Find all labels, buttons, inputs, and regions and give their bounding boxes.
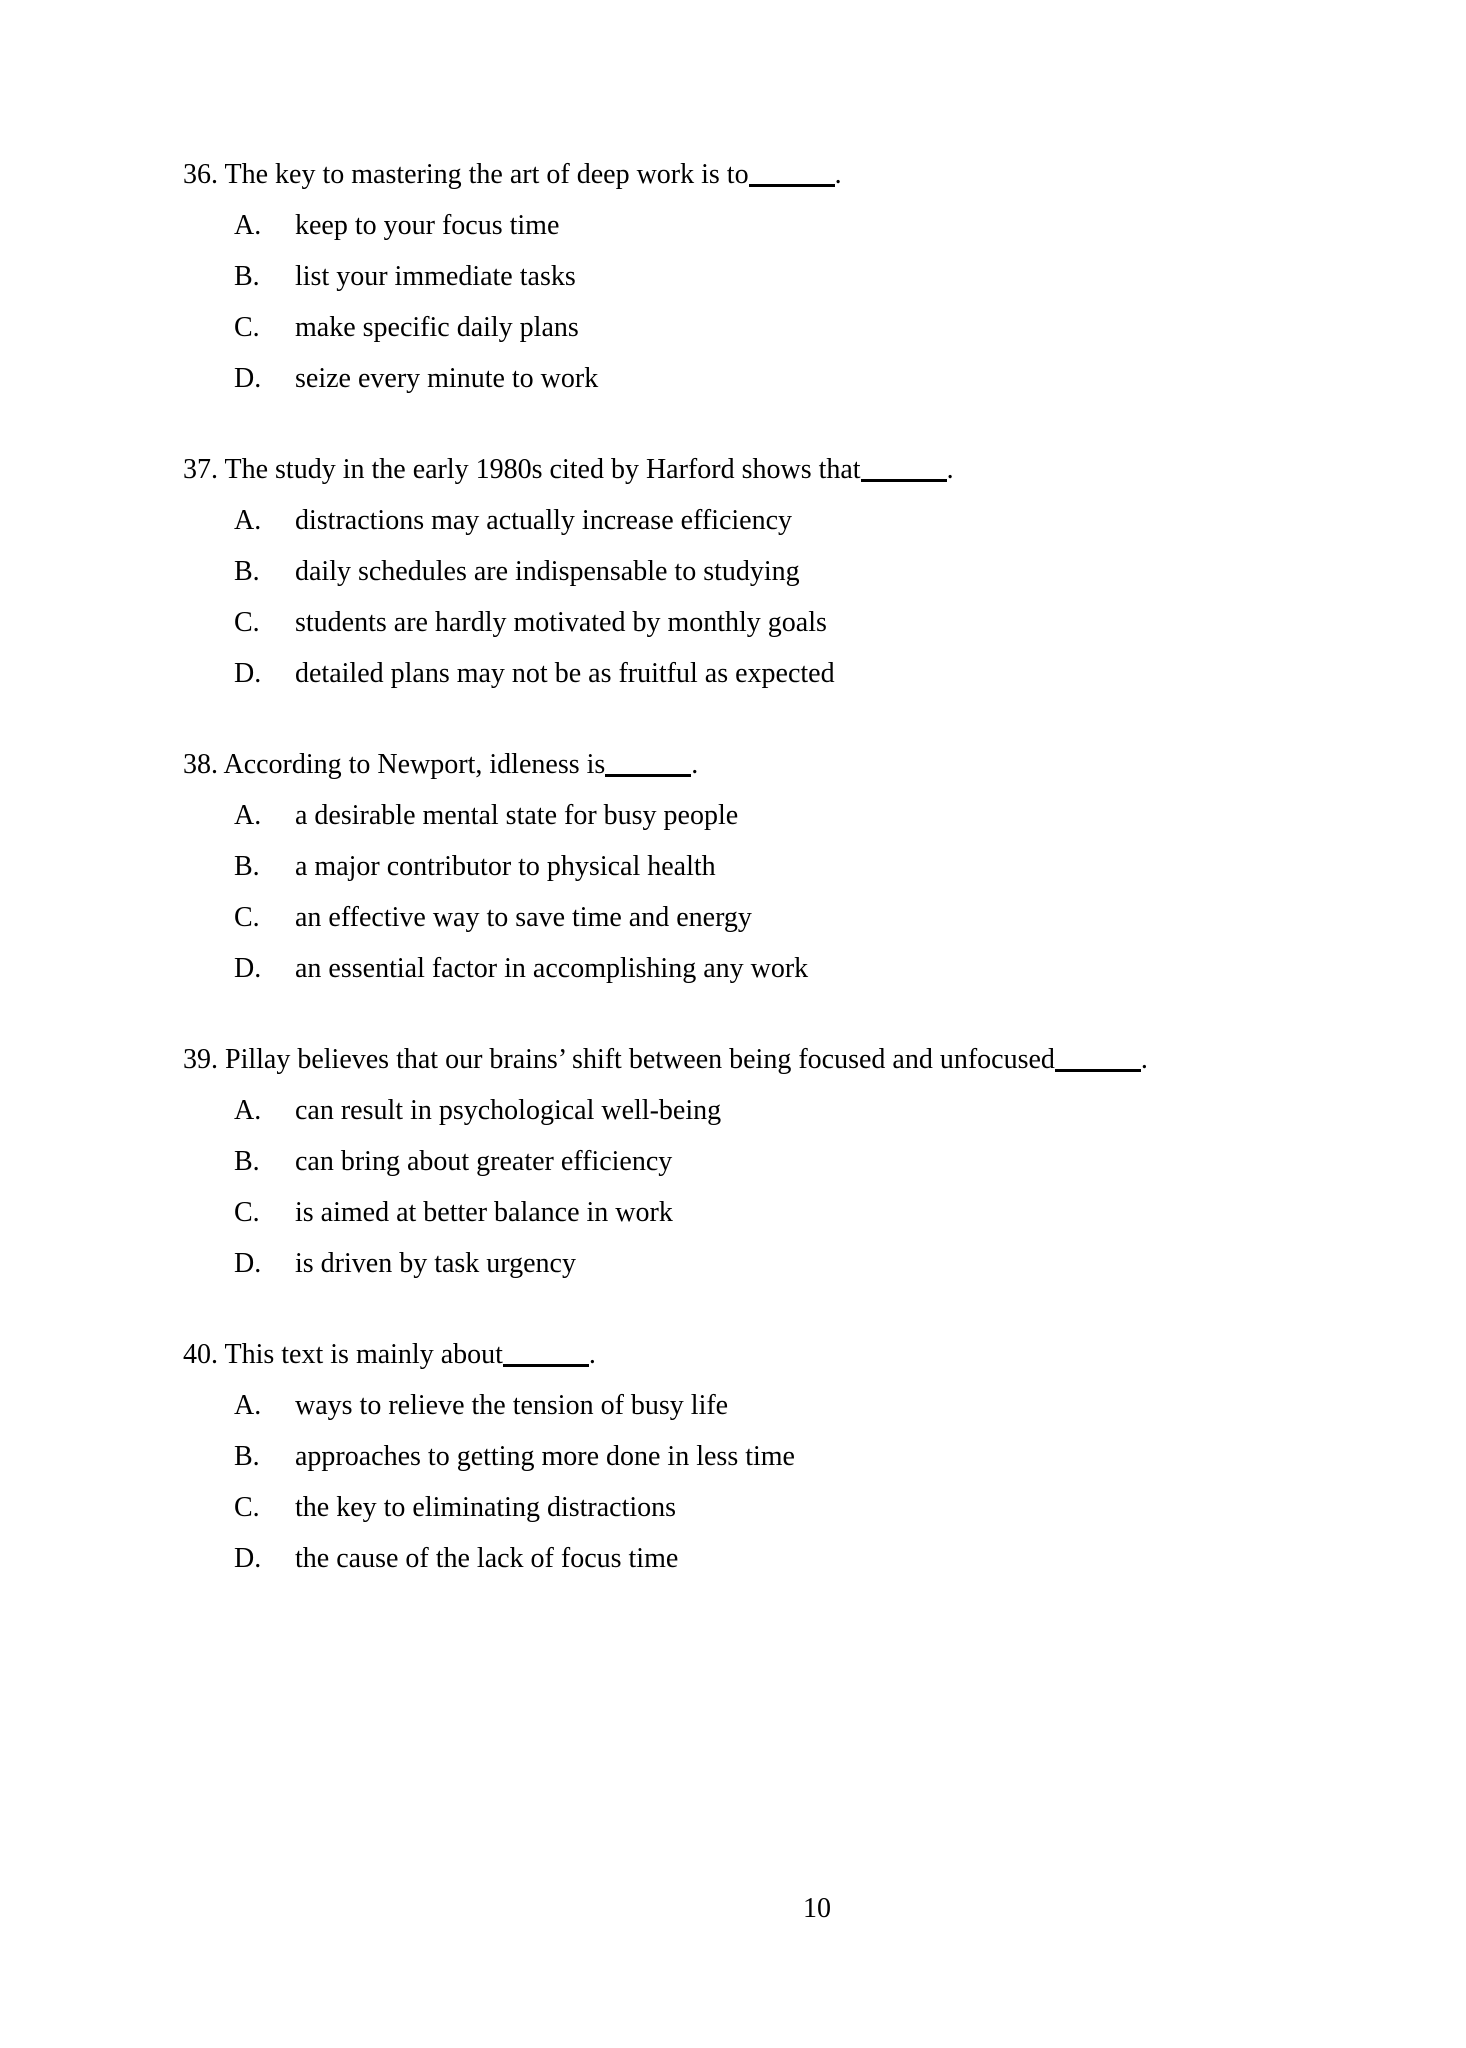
option-row: [183, 1238, 1423, 1289]
option-row: [183, 597, 1423, 648]
option-row: [183, 200, 1423, 251]
option-row: [183, 943, 1423, 994]
question-stem: [183, 739, 1423, 790]
option-text: the cause of the lack of focus time: [295, 1543, 679, 1574]
stem-period: .: [691, 749, 699, 780]
question-stem-text: According to Newport, idleness is: [223, 749, 606, 780]
option-text: detailed plans may not be as fruitful as expected: [295, 658, 835, 689]
option-letter: B.: [234, 556, 260, 587]
option-letter: C.: [234, 607, 260, 638]
option-text: students are hardly motivated by monthly goals: [295, 607, 827, 638]
option-row: [183, 251, 1423, 302]
option-text: make specific daily plans: [295, 312, 579, 343]
option-letter: C.: [234, 902, 260, 933]
option-row: [183, 1085, 1423, 1136]
options-list: [183, 1085, 1423, 1289]
option-row: [183, 892, 1423, 943]
options-list: [183, 200, 1423, 404]
question-stem: [183, 149, 1423, 200]
option-row: [183, 546, 1423, 597]
stem-period: .: [946, 454, 954, 485]
question-stem-text: The key to mastering the art of deep work is to: [224, 159, 749, 190]
option-text: is driven by task urgency: [295, 1248, 576, 1279]
options-list: [183, 495, 1423, 699]
answer-blank: [503, 1360, 589, 1367]
question-block: [183, 444, 1423, 699]
option-row: [183, 353, 1423, 404]
option-letter: D.: [234, 363, 262, 394]
option-text: is aimed at better balance in work: [295, 1197, 673, 1228]
option-letter: A.: [234, 505, 262, 536]
option-text: seize every minute to work: [295, 363, 599, 394]
question-block: [183, 1329, 1423, 1584]
option-text: approaches to getting more done in less time: [295, 1441, 795, 1472]
stem-period: .: [1140, 1044, 1148, 1075]
option-row: [183, 495, 1423, 546]
option-text: an effective way to save time and energy: [295, 902, 752, 933]
option-text: a major contributor to physical health: [295, 851, 716, 882]
option-text: keep to your focus time: [295, 210, 560, 241]
option-letter: B.: [234, 261, 260, 292]
option-text: list your immediate tasks: [295, 261, 576, 292]
question-block: [183, 739, 1423, 994]
options-list: [183, 1380, 1423, 1584]
question-stem: [183, 1034, 1423, 1085]
option-row: [183, 302, 1423, 353]
option-letter: C.: [234, 1197, 260, 1228]
answer-blank: [749, 180, 835, 187]
option-letter: B.: [234, 1441, 260, 1472]
option-letter: B.: [234, 851, 260, 882]
option-text: can result in psychological well-being: [295, 1095, 722, 1126]
option-row: [183, 1187, 1423, 1238]
option-row: [183, 1533, 1423, 1584]
question-block: [183, 1034, 1423, 1289]
option-letter: D.: [234, 953, 262, 984]
option-row: [183, 790, 1423, 841]
option-row: [183, 1431, 1423, 1482]
answer-blank: [605, 770, 691, 777]
answer-blank: [861, 475, 947, 482]
option-letter: C.: [234, 312, 260, 343]
stem-period: .: [834, 159, 842, 190]
option-text: an essential factor in accomplishing any work: [295, 953, 809, 984]
answer-blank: [1055, 1065, 1141, 1072]
option-row: [183, 1136, 1423, 1187]
question-stem-text: The study in the early 1980s cited by Harford shows that: [224, 454, 861, 485]
option-row: [183, 841, 1423, 892]
option-row: [183, 1380, 1423, 1431]
option-row: [183, 648, 1423, 699]
question-stem: [183, 444, 1423, 495]
option-text: ways to relieve the tension of busy life: [295, 1390, 729, 1421]
option-letter: D.: [234, 658, 262, 689]
option-letter: D.: [234, 1248, 262, 1279]
options-list: [183, 790, 1423, 994]
option-letter: C.: [234, 1492, 260, 1523]
option-letter: A.: [234, 800, 262, 831]
option-text: daily schedules are indispensable to studying: [295, 556, 800, 587]
question-number: 39.: [183, 1044, 218, 1075]
question-stem: [183, 1329, 1423, 1380]
option-letter: D.: [234, 1543, 262, 1574]
question-number: 38.: [183, 749, 218, 780]
option-letter: A.: [234, 1390, 262, 1421]
question-number: 40.: [183, 1339, 218, 1370]
question-number: 36.: [183, 159, 218, 190]
stem-period: .: [588, 1339, 596, 1370]
option-letter: A.: [234, 1095, 262, 1126]
option-text: distractions may actually increase efficiency: [295, 505, 793, 536]
option-letter: B.: [234, 1146, 260, 1177]
option-text: the key to eliminating distractions: [295, 1492, 677, 1523]
page-number: 10: [803, 1893, 831, 1924]
option-row: [183, 1482, 1423, 1533]
question-stem-text: Pillay believes that our brains’ shift between being focused and unfocused: [225, 1044, 1055, 1075]
question-list: [183, 149, 1423, 1624]
option-text: a desirable mental state for busy people: [295, 800, 739, 831]
question-stem-text: This text is mainly about: [224, 1339, 503, 1370]
option-text: can bring about greater efficiency: [295, 1146, 673, 1177]
question-block: [183, 149, 1423, 404]
option-letter: A.: [234, 210, 262, 241]
question-number: 37.: [183, 454, 218, 485]
